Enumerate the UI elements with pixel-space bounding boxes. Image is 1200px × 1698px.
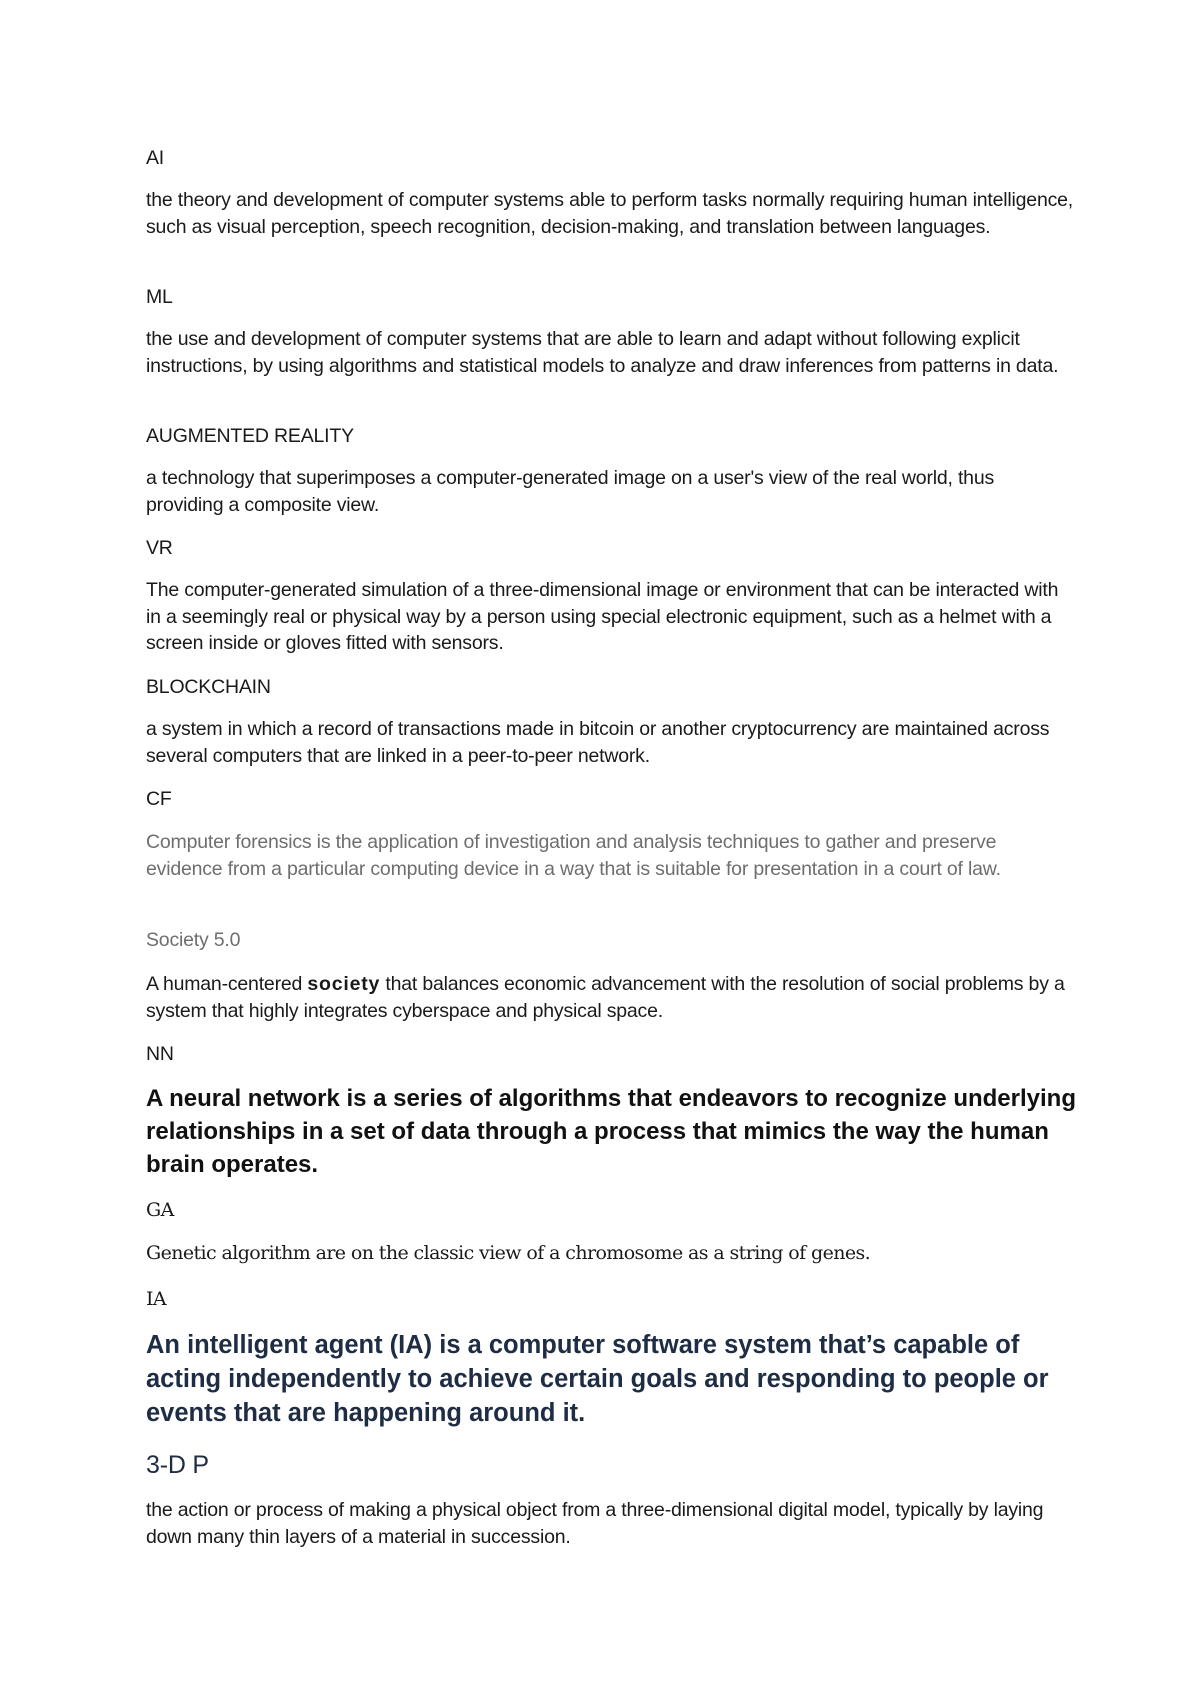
definition-society-5 bbox=[146, 971, 1076, 1024]
definition-ml: the use and development of computer systems that are able to learn and adapt without following explicit instructions, by using algorithms and statistical models to analyze and draw inferences from patterns in data. bbox=[146, 328, 1059, 377]
term-ml: ML bbox=[146, 286, 173, 308]
term-blockchain: BLOCKCHAIN bbox=[146, 676, 271, 698]
definition-3d-printing: the action or process of making a physical object from a three-dimensional digital model, typically by laying down many thin layers of a material in succession. bbox=[146, 1499, 1044, 1548]
definition-augmented-reality: a technology that superimposes a computer-generated image on a user's view of the real world, thus providing a composite view. bbox=[146, 467, 995, 516]
definition-nn: A neural network is a series of algorithms that endeavors to recognize underlying relationships in a set of data through a process that mimics the way the human brain operates. bbox=[146, 1085, 1076, 1178]
term-ai: AI bbox=[146, 147, 165, 169]
definition-society-5-text-start: A human-centered bbox=[146, 973, 308, 995]
term-nn: NN bbox=[146, 1043, 174, 1065]
definition-cf: Computer forensics is the application of investigation and analysis techniques to gather and preserve evidence from a particular computing device in a way that is suitable for presentation in a court of law. bbox=[146, 831, 1001, 880]
definition-vr: The computer-generated simulation of a three-dimensional image or environment that can be interacted with in a seemingly real or physical way by a person using special electronic equipment, such as a helmet with a screen inside or gloves fitted with sensors. bbox=[146, 579, 1059, 654]
term-vr: VR bbox=[146, 537, 173, 559]
definition-ia: An intelligent agent (IA) is a computer software system that’s capable of acting independently to achieve certain goals and responding to people or events that are happening around it. bbox=[146, 1331, 1049, 1427]
definition-blockchain: a system in which a record of transactions made in bitcoin or another cryptocurrency are maintained across several computers that are linked in a peer-to-peer network. bbox=[146, 718, 1050, 767]
term-3d-printing: 3-D P bbox=[146, 1451, 209, 1479]
term-ia: IA bbox=[146, 1288, 167, 1310]
term-society-5: Society 5.0 bbox=[146, 929, 241, 951]
definition-ga: Genetic algorithm are on the classic view of a chromosome as a string of genes. bbox=[146, 1242, 871, 1264]
definition-society-5-text-end: that balances economic advancement with the resolution of social problems by a system that highly integrates cyberspace and physical space. bbox=[146, 973, 1065, 1022]
term-ga: GA bbox=[146, 1199, 174, 1221]
definition-ai: the theory and development of computer systems able to perform tasks normally requiring human intelligence, such as visual perception, speech recognition, decision-making, and translation between languages. bbox=[146, 189, 1073, 238]
term-augmented-reality: AUGMENTED REALITY bbox=[146, 425, 354, 447]
term-cf: CF bbox=[146, 788, 172, 810]
definition-society-5-bold-word: society bbox=[307, 973, 381, 995]
